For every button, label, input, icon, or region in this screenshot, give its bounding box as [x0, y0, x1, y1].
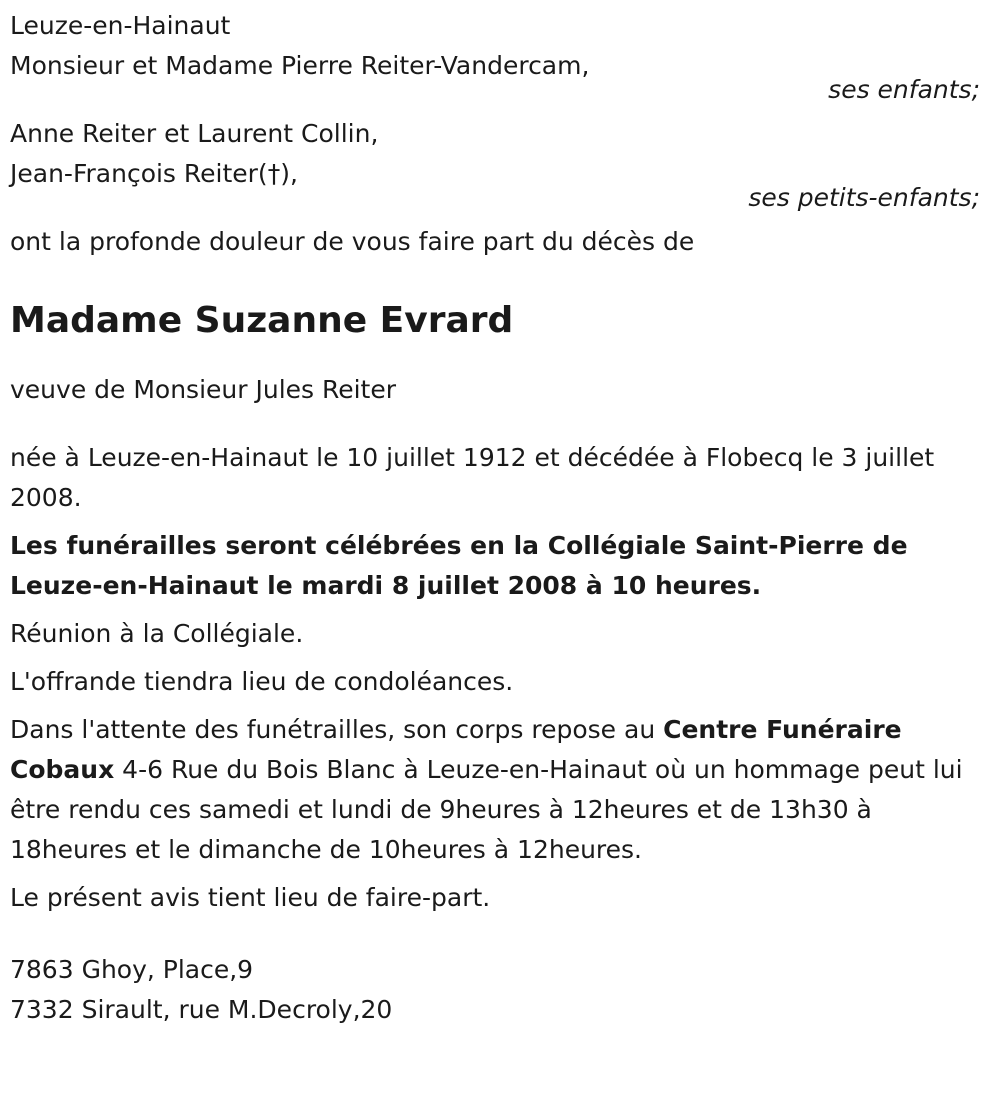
- children-role: ses enfants;: [828, 75, 980, 104]
- place-header: Leuze-en-Hainaut: [10, 11, 231, 40]
- grandchild-line-2: Jean-François Reiter(†),: [10, 159, 298, 188]
- spacer: [10, 926, 990, 950]
- funeral-details: Les funérailles seront célébrées en la Collégiale Saint-Pierre de Leuze-en-Hainaut le mardi 8 juillet 2008 à 10 heures.: [10, 531, 908, 600]
- grandchildren-role: ses petits-enfants;: [748, 183, 980, 212]
- meeting-place: Réunion à la Collégiale.: [10, 619, 304, 648]
- viewing-details: [10, 710, 990, 870]
- spacer: [10, 346, 990, 370]
- notice-text: Le présent avis tient lieu de faire-part.: [10, 883, 491, 912]
- announcement-text: ont la profonde douleur de vous faire part du décès de: [10, 227, 695, 256]
- address-line: 7332 Sirault, rue M.Decroly,20: [10, 995, 393, 1024]
- offering-note: L'offrande tiendra lieu de condoléances.: [10, 667, 514, 696]
- spacer: [10, 410, 990, 434]
- funeral-center-name: Centre Funéraire Cobaux: [10, 715, 902, 784]
- children-names: Monsieur et Madame Pierre Reiter-Vandercam,: [10, 51, 590, 80]
- widow-of: veuve de Monsieur Jules Reiter: [10, 375, 397, 404]
- deceased-name: Madame Suzanne Evrard: [10, 300, 514, 341]
- birth-death-dates: née à Leuze-en-Hainaut le 10 juillet 1912 et décédée à Flobecq le 3 juillet 2008.: [10, 443, 935, 512]
- viewing-prefix: Dans l'attente des funétrailles, son corps repose au: [10, 715, 664, 744]
- address-line: 7863 Ghoy, Place,9: [10, 955, 254, 984]
- viewing-suffix: 4-6 Rue du Bois Blanc à Leuze-en-Hainaut où un hommage peut lui être rendu ces samedi et lundi de 9heures à 12heures et de 13h30 à 18heures et le dimanche de 10heures à 12heures.: [10, 755, 963, 864]
- grandchild-line-1: Anne Reiter et Laurent Collin,: [10, 119, 379, 148]
